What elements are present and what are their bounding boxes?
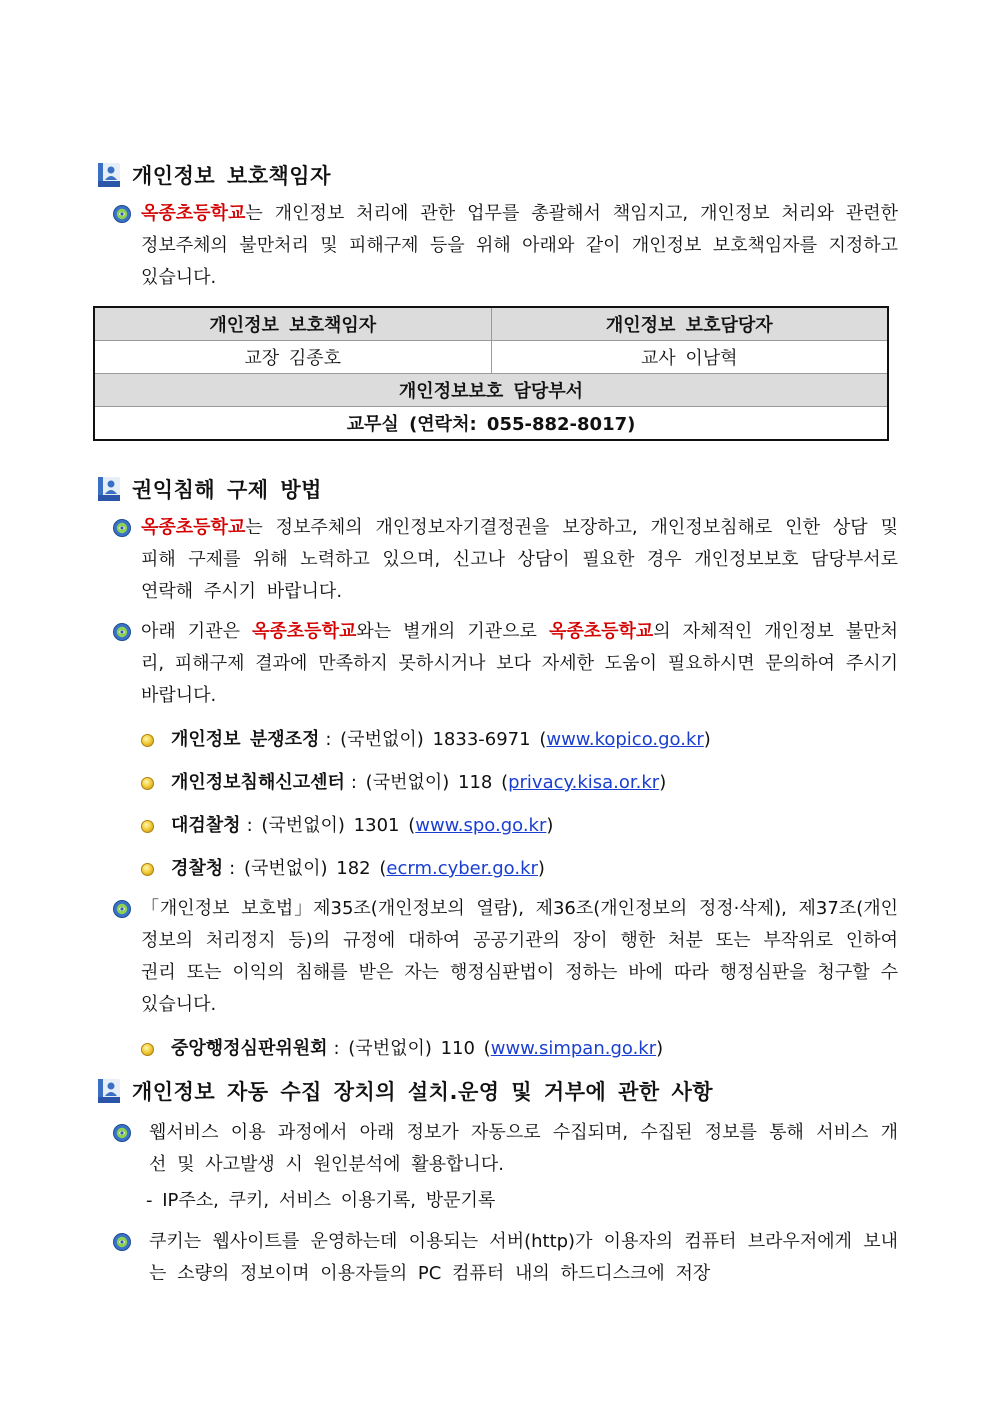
agency-link[interactable]: www.spo.go.kr: [415, 815, 547, 836]
paragraph-text: 「개인정보 보호법」제35조(개인정보의 열람), 제36조(개인정보의 정정·삭제), 제37조(개인정보의 처리정지 등)의 규정에 대하여 공공기관의 장이 행한 처분 또는 부작위로 인하여 권리 또는 이익의 침해를 받은 자는 행정심판법이 정하는 바에 따라 행정심판을 청구할 수 있습니다.: [141, 898, 898, 1015]
section-title: 개인정보 자동 수집 장치의 설치.운영 및 거부에 관한 사항: [132, 1080, 714, 1104]
school-name: 옥종초등학교: [141, 203, 246, 224]
paragraph: [113, 1226, 898, 1290]
agency-item: 중앙행정심판위원회 : (국번없이) 110 ( www.simpan.go.kr ): [141, 1035, 663, 1063]
school-name: 옥종초등학교: [141, 517, 246, 538]
bullet-icon: [113, 900, 131, 918]
table-cell-manager: 교사 이남혁: [491, 341, 888, 374]
dot-icon: [141, 820, 154, 833]
table-cell-officer: 교장 김종호: [94, 341, 491, 374]
agency-name: 대검찰청: [171, 815, 241, 836]
paragraph: [113, 512, 898, 608]
paragraph-text: 는 정보주체의 개인정보자기결정권을 보장하고, 개인정보침해로 인한 상담 및 피해 구제를 위해 노력하고 있으며, 신고나 상담이 필요한 경우 개인정보보호 담당부서로 연락해 주시기 바랍니다.: [141, 517, 898, 602]
bullet-icon: [113, 205, 131, 223]
agency-item: 개인정보 분쟁조정 : (국번없이) 1833-6971 ( www.kopico.go.kr ): [141, 726, 711, 754]
section-heading-cookies: [98, 1076, 713, 1106]
dot-icon: [141, 734, 154, 747]
table-cell-department: 교무실 (연락처: 055-882-8017): [94, 407, 888, 441]
section-heading-privacy-officer: [98, 160, 331, 190]
school-name: 옥종초등학교: [548, 621, 654, 642]
paragraph: [113, 198, 898, 294]
section-icon: [98, 1079, 120, 1103]
table-header-officer: 개인정보 보호책임자: [94, 307, 491, 341]
agency-name: 중앙행정심판위원회: [171, 1038, 328, 1059]
agency-name: 개인정보 분쟁조정: [171, 729, 320, 750]
bullet-icon: [113, 1124, 131, 1142]
paragraph: 아래 기관은 옥종초등학교와는 별개의 기관으로 옥종초등학교의 자체적인 개인정보 불만처리, 피해구제 결과에 만족하지 못하시거나 보다 자세한 도움이 필요하시면 문의하여 주시기 바랍니다.: [113, 616, 898, 712]
paragraph-text: 쿠키는 웹사이트를 운영하는데 이용되는 서버(http)가 이용자의 컴퓨터 브라우저에게 보내는 소량의 정보이며 이용자들의 PC 컴퓨터 내의 하드디스크에 저장: [149, 1231, 898, 1284]
agency-name: 경찰청: [171, 858, 224, 879]
collected-items: - IP주소, 쿠키, 서비스 이용기록, 방문기록: [146, 1190, 496, 1211]
school-name: 옥종초등학교: [252, 621, 357, 642]
privacy-officer-table: [93, 306, 889, 441]
agency-item: 경찰청 : (국번없이) 182 ( ecrm.cyber.go.kr ): [141, 855, 545, 883]
agency-item: 대검찰청 : (국번없이) 1301 ( www.spo.go.kr ): [141, 812, 553, 840]
dot-icon: [141, 1043, 154, 1056]
section-title: 개인정보 보호책임자: [132, 164, 331, 188]
agency-name: 개인정보침해신고센터: [171, 772, 345, 793]
bullet-icon: [113, 519, 131, 537]
agency-item: 개인정보침해신고센터 : (국번없이) 118 ( privacy.kisa.or.kr ): [141, 769, 666, 797]
bullet-icon: [113, 1233, 131, 1251]
section-icon: [98, 163, 120, 187]
table-header-department: 개인정보보호 담당부서: [94, 374, 888, 407]
agency-link[interactable]: ecrm.cyber.go.kr: [386, 858, 538, 879]
section-icon: [98, 477, 120, 501]
paragraph-text: 는 개인정보 처리에 관한 업무를 총괄해서 책임지고, 개인정보 처리와 관련한 정보주체의 불만처리 및 피해구제 등을 위해 아래와 같이 개인정보 보호책임자를 지정하고 있습니다.: [141, 203, 898, 288]
section-heading-remedy: [98, 474, 322, 504]
agency-link[interactable]: privacy.kisa.or.kr: [508, 772, 660, 793]
agency-link[interactable]: www.kopico.go.kr: [546, 729, 704, 750]
paragraph-text: 웹서비스 이용 과정에서 아래 정보가 자동으로 수집되며, 수집된 정보를 통해 서비스 개선 및 사고발생 시 원인분석에 활용합니다.: [149, 1122, 898, 1175]
section-title: 권익침해 구제 방법: [132, 478, 322, 502]
dot-icon: [141, 777, 154, 790]
bullet-icon: [113, 623, 131, 641]
paragraph: [113, 893, 898, 1021]
agency-link[interactable]: www.simpan.go.kr: [490, 1038, 657, 1059]
dot-icon: [141, 863, 154, 876]
table-header-manager: 개인정보 보호담당자: [491, 307, 888, 341]
paragraph: [113, 1117, 898, 1181]
